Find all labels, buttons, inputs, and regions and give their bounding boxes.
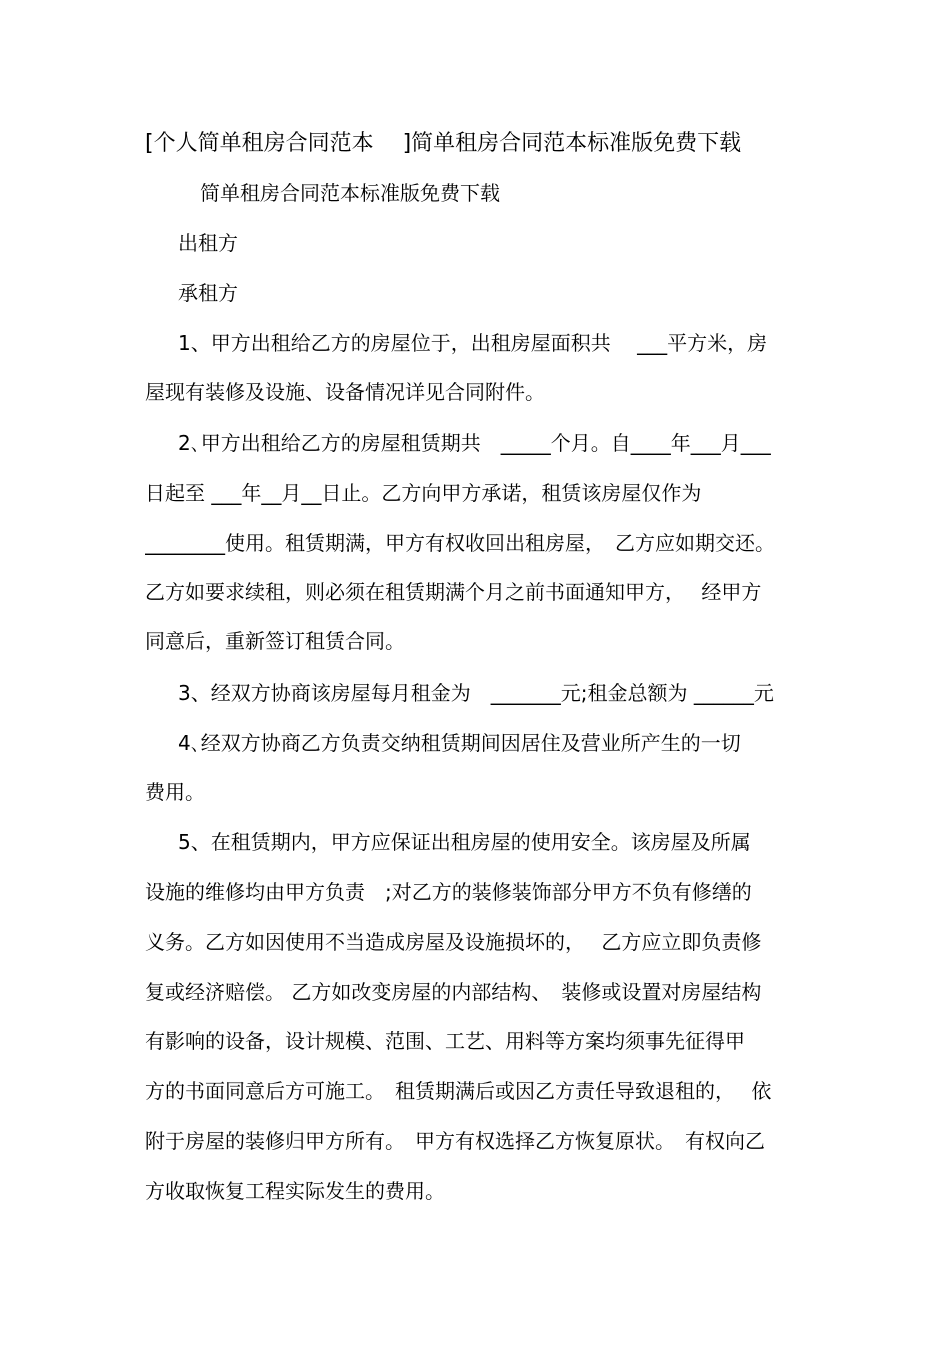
clause-5-line-2: 设施的维修均由甲方负责 ;对乙方的装修装饰部分甲方不负有修缮的 [145, 880, 752, 904]
clause-2-line-1: 2､甲方出租给乙方的房屋租赁期共 _____个月。自____年___月___ [178, 431, 771, 455]
clause-1-line-2: 屋现有装修及设施、设备情况详见合同附件。 [145, 380, 545, 404]
clause-3-line-1: 3、经双方协商该房屋每月租金为 _______元;租金总额为 ______元 [178, 681, 774, 705]
clause-2-line-5: 同意后，重新签订租赁合同。 [145, 629, 405, 653]
clause-5-line-5: 有影响的设备，设计规模、范围、工艺、用料等方案均须事先征得甲 [145, 1029, 745, 1053]
clause-2-line-4: 乙方如要求续租，则必须在租赁期满个月之前书面通知甲方， 经甲方 [145, 580, 762, 604]
clause-5-line-4: 复或经济赔偿。 乙方如改变房屋的内部结构、 装修或设置对房屋结构 [145, 980, 762, 1004]
lessee-label: 承租方 [178, 281, 238, 305]
document-title: [个人简单租房合同范本 ]简单租房合同范本标准版免费下载 [145, 131, 742, 156]
clause-4-line-1: 4､经双方协商乙方负责交纳租赁期间因居住及营业所产生的一切 [178, 731, 741, 755]
clause-2-line-3: ________使用。租赁期满，甲方有权收回出租房屋， 乙方应如期交还。 [145, 531, 775, 555]
clause-2-line-2: 日起至 ___年__月__日止。乙方向甲方承诺，租赁该房屋仅作为 [145, 481, 702, 505]
clause-1-line-1: 1、甲方出租给乙方的房屋位于，出租房屋面积共 ___平方米，房 [178, 331, 768, 355]
clause-5-line-3: 义务。乙方如因使用不当造成房屋及设施损坏的， 乙方应立即负责修 [145, 930, 762, 954]
clause-5-line-1: 5、在租赁期内，甲方应保证出租房屋的使用安全。该房屋及所属 [178, 830, 751, 854]
clause-4-line-2: 费用。 [145, 780, 205, 804]
clause-5-line-7: 附于房屋的装修归甲方所有。 甲方有权选择乙方恢复原状。 有权向乙 [145, 1129, 765, 1153]
document-subtitle: 简单租房合同范本标准版免费下载 [200, 181, 500, 205]
clause-5-line-6: 方的书面同意后方可施工。 租赁期满后或因乙方责任导致退租的， 依 [145, 1079, 772, 1103]
lessor-label: 出租方 [178, 231, 238, 255]
clause-5-line-8: 方收取恢复工程实际发生的费用。 [145, 1179, 445, 1203]
